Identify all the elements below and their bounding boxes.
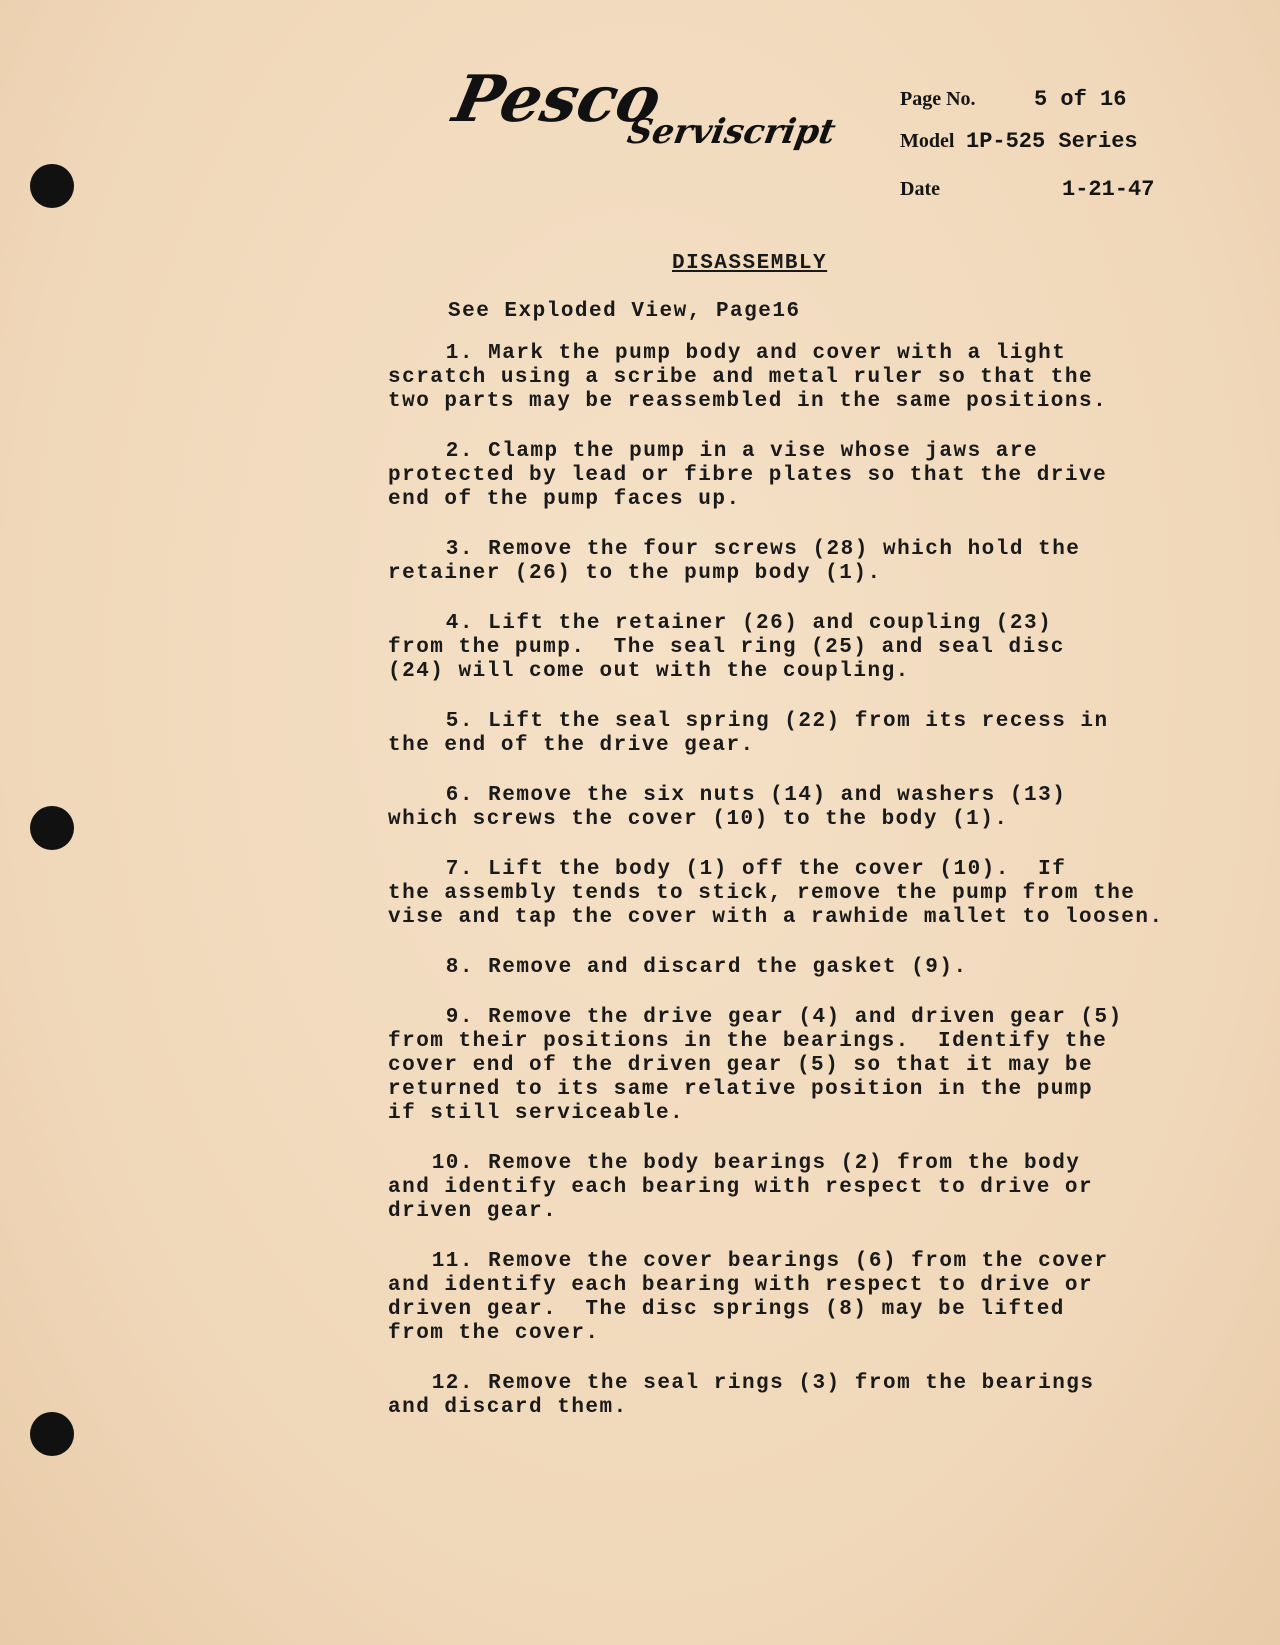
step-line	[388, 1102, 1164, 1126]
step-text: and identify each bearing with respect to drive or	[388, 1176, 1094, 1199]
punch-hole	[30, 806, 74, 850]
step-text: Remove and discard the gasket (9).	[488, 956, 968, 979]
step-text: Lift the body (1) off the cover (10). If	[488, 858, 1067, 881]
step-line	[388, 464, 1164, 488]
step-text: Mark the pump body and cover with a light	[488, 342, 1067, 365]
date-value: 1-21-47	[1062, 177, 1155, 202]
step-number: 5.	[445, 710, 474, 733]
step-line	[388, 1250, 1164, 1274]
step-line	[388, 342, 1164, 366]
step-paragraph	[388, 858, 1164, 930]
step-line	[388, 440, 1164, 464]
step-line	[388, 488, 1164, 512]
step-text: retainer (26) to the pump body (1).	[388, 562, 882, 585]
step-text: Remove the seal rings (3) from the bearings	[488, 1372, 1095, 1395]
step-line	[388, 1396, 1164, 1420]
step-line	[388, 1054, 1164, 1078]
step-paragraph	[388, 710, 1164, 758]
step-number: 9.	[445, 1006, 474, 1029]
step-line	[388, 562, 1164, 586]
step-text: Lift the seal spring (22) from its recess in	[488, 710, 1109, 733]
step-line	[388, 858, 1164, 882]
step-line	[388, 734, 1164, 758]
step-number: 6.	[445, 784, 474, 807]
step-line	[388, 1298, 1164, 1322]
step-text: the assembly tends to stick, remove the pump from the	[388, 882, 1136, 905]
step-number: 4.	[445, 612, 474, 635]
steps-list	[388, 342, 1164, 1446]
step-number: 2.	[445, 440, 474, 463]
step-line	[388, 1200, 1164, 1224]
step-paragraph	[388, 1152, 1164, 1224]
step-paragraph	[388, 440, 1164, 512]
step-text: Remove the body bearings (2) from the body	[488, 1152, 1081, 1175]
step-text: returned to its same relative position in the pump	[388, 1078, 1094, 1101]
step-paragraph	[388, 1372, 1164, 1420]
page-value: 5 of 16	[1034, 87, 1127, 112]
step-line	[388, 882, 1164, 906]
step-text: from the cover.	[388, 1322, 600, 1345]
step-line	[388, 1006, 1164, 1030]
step-text: Remove the four screws (28) which hold the	[488, 538, 1081, 561]
step-line	[388, 1372, 1164, 1396]
step-text: end of the pump faces up.	[388, 488, 741, 511]
step-number: 7.	[445, 858, 474, 881]
step-text: and identify each bearing with respect to drive or	[388, 1274, 1094, 1297]
step-paragraph	[388, 956, 1164, 980]
step-text: driven gear. The disc springs (8) may be lifted	[388, 1298, 1065, 1321]
step-line	[388, 1274, 1164, 1298]
step-paragraph	[388, 1250, 1164, 1346]
section-heading: DISASSEMBLY	[672, 252, 828, 275]
product-logo: Serviscript	[624, 112, 839, 152]
step-number: 11.	[431, 1250, 474, 1273]
step-line	[388, 808, 1164, 832]
step-line	[388, 660, 1164, 684]
step-text: Clamp the pump in a vise whose jaws are	[488, 440, 1039, 463]
step-text: vise and tap the cover with a rawhide mallet to loosen.	[388, 906, 1164, 929]
step-text: which screws the cover (10) to the body (1).	[388, 808, 1009, 831]
punch-hole	[30, 164, 74, 208]
step-line	[388, 636, 1164, 660]
step-text: if still serviceable.	[388, 1102, 685, 1125]
step-text: two parts may be reassembled in the same positions.	[388, 390, 1108, 413]
step-text: scratch using a scribe and metal ruler so that the	[388, 366, 1094, 389]
step-line	[388, 1030, 1164, 1054]
page-label: Page No.	[900, 88, 976, 110]
step-line	[388, 1322, 1164, 1346]
step-line	[388, 1078, 1164, 1102]
step-number: 3.	[445, 538, 474, 561]
step-line	[388, 538, 1164, 562]
step-line	[388, 710, 1164, 734]
brand-logo: Pesco	[447, 62, 668, 137]
step-text: and discard them.	[388, 1396, 628, 1419]
step-paragraph	[388, 538, 1164, 586]
step-line	[388, 366, 1164, 390]
step-number: 1.	[445, 342, 474, 365]
step-paragraph	[388, 784, 1164, 832]
step-text: the end of the drive gear.	[388, 734, 755, 757]
step-number: 8.	[445, 956, 474, 979]
step-text: Remove the drive gear (4) and driven gear (5)	[488, 1006, 1123, 1029]
step-line	[388, 390, 1164, 414]
step-text: cover end of the driven gear (5) so that it may be	[388, 1054, 1094, 1077]
model-value: 1P-525 Series	[966, 129, 1138, 154]
step-text: (24) will come out with the coupling.	[388, 660, 910, 683]
step-text: Remove the six nuts (14) and washers (13)	[488, 784, 1067, 807]
step-number: 10.	[431, 1152, 474, 1175]
step-paragraph	[388, 342, 1164, 414]
see-also-note: See Exploded View, Page16	[448, 300, 801, 323]
step-text: Lift the retainer (26) and coupling (23)	[488, 612, 1053, 635]
step-line	[388, 1152, 1164, 1176]
date-label: Date	[900, 178, 940, 200]
punch-hole	[30, 1412, 74, 1456]
step-text: from their positions in the bearings. Identify the	[388, 1030, 1108, 1053]
step-paragraph	[388, 612, 1164, 684]
step-text: driven gear.	[388, 1200, 558, 1223]
step-text: Remove the cover bearings (6) from the cover	[488, 1250, 1109, 1273]
step-paragraph	[388, 1006, 1164, 1126]
step-number: 12.	[431, 1372, 474, 1395]
step-text: from the pump. The seal ring (25) and seal disc	[388, 636, 1065, 659]
step-line	[388, 784, 1164, 808]
step-text: protected by lead or fibre plates so that the drive	[388, 464, 1108, 487]
step-line	[388, 612, 1164, 636]
step-line	[388, 956, 1164, 980]
model-label: Model	[900, 130, 955, 152]
step-line	[388, 906, 1164, 930]
step-line	[388, 1176, 1164, 1200]
